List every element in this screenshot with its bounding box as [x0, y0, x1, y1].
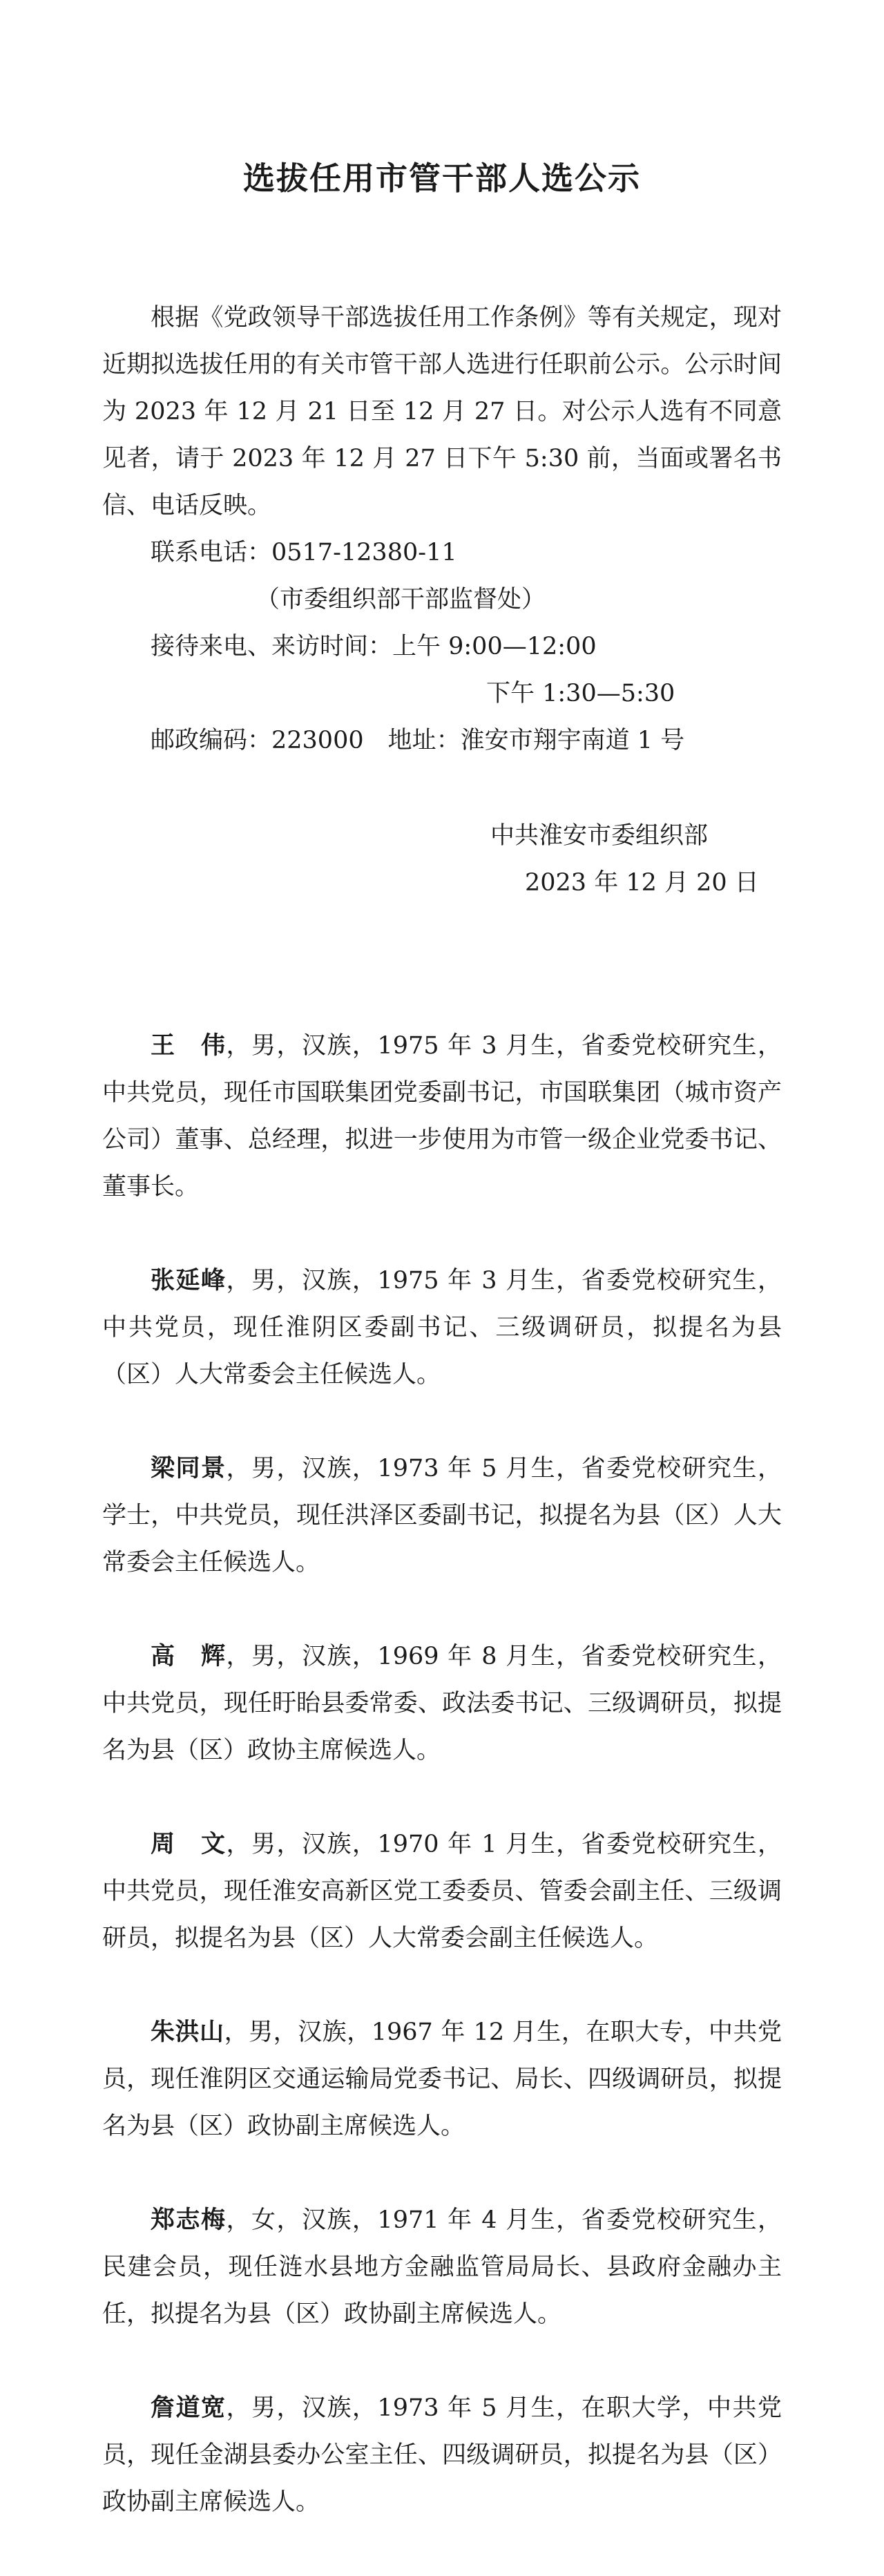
nominee-name: 詹道宽: [151, 2394, 227, 2422]
nominee-description: ，男，汉族，1973 年 5 月生，省委党校研究生，学士，中共党员，现任洪泽区委副书记，拟提名为县（区）人大常委会主任候选人。: [102, 1455, 782, 1576]
reception-hours-am: 接待来电、来访时间：上午 9:00—12:00: [151, 633, 597, 660]
document-title: 选拔任用市管干部人选公示: [243, 160, 641, 197]
nominee-paragraph: [102, 1257, 782, 1398]
contact-phone: 联系电话：0517-12380-11: [151, 539, 457, 566]
postal-address: 邮政编码：223000 地址：淮安市翔宇南道 1 号: [151, 727, 685, 754]
contact-phone-note: （市委组织部干部监督处）: [256, 586, 546, 613]
nominee-name: 高 辉: [151, 1642, 227, 1670]
nominee-name: 周 文: [151, 1830, 227, 1858]
nominee-name: 王 伟: [151, 1031, 227, 1060]
nominee-description: ，男，汉族，1967 年 12 月生，在职大专，中共党员，现任淮阴区交通运输局党委书记、局长、四级调研员，拟提名为县（区）政协副主席候选人。: [102, 2019, 782, 2140]
nominee-paragraph: [102, 2385, 782, 2526]
nominee-description: ，男，汉族，1973 年 5 月生，在职大学，中共党员，现任金湖县委办公室主任、四级调研员，拟提名为县（区）政协副主席候选人。: [102, 2394, 782, 2516]
nominee-description: ，女，汉族，1971 年 4 月生，省委党校研究生，民建会员，现任涟水县地方金融监管局局长、县政府金融办主任，拟提名为县（区）政协副主席候选人。: [102, 2206, 782, 2328]
contact-block: [102, 529, 782, 764]
nominee-description: ，男，汉族，1970 年 1 月生，省委党校研究生，中共党员，现任淮安高新区党工委委员、管委会副主任、三级调研员，拟提名为县（区）人大常委会副主任候选人。: [102, 1831, 782, 1952]
nominee-description: ，男，汉族，1975 年 3 月生，省委党校研究生，中共党员，现任淮阴区委副书记、三级调研员，拟提名为县（区）人大常委会主任候选人。: [102, 1267, 782, 1389]
nominee-paragraph: [102, 1445, 782, 1586]
signature-date: 2023 年 12 月 20 日: [525, 869, 759, 897]
nominee-name: 郑志梅: [151, 2206, 227, 2234]
nominee-paragraph: [102, 1821, 782, 1962]
nominee-paragraph: [102, 1022, 782, 1210]
intro-paragraph: 根据《党政领导干部选拔任用工作条例》等有关规定，现对近期拟选拔任用的有关市管干部人选进行任职前公示。公示时间为 2023 年 12 月 21 日至 12 月 27 日。对公示人选有不同意见者，请于 2023 年 12 月 27 日下午 5:30 前，当面或署名书信、电话反映。: [102, 304, 782, 519]
signature-org: 中共淮安市委组织部: [490, 822, 709, 850]
nominee-paragraph: [102, 1633, 782, 1774]
signature-block: [102, 812, 782, 906]
nominee-name: 朱洪山: [151, 2018, 224, 2046]
nominee-paragraph: [102, 2197, 782, 2338]
nominee-paragraph: [102, 2009, 782, 2150]
nominee-description: ，男，汉族，1975 年 3 月生，省委党校研究生，中共党员，现任市国联集团党委副书记，市国联集团（城市资产公司）董事、总经理，拟进一步使用为市管一级企业党委书记、董事长。: [102, 1032, 782, 1201]
nominee-name: 梁同景: [151, 1454, 227, 1482]
nominee-name: 张延峰: [151, 1266, 227, 1295]
nominee-description: ，男，汉族，1969 年 8 月生，省委党校研究生，中共党员，现任盱眙县委常委、政法委书记、三级调研员，拟提名为县（区）政协主席候选人。: [102, 1643, 782, 1764]
reception-hours-pm: 下午 1:30—5:30: [486, 680, 675, 707]
nominee-list: [102, 1022, 782, 2526]
